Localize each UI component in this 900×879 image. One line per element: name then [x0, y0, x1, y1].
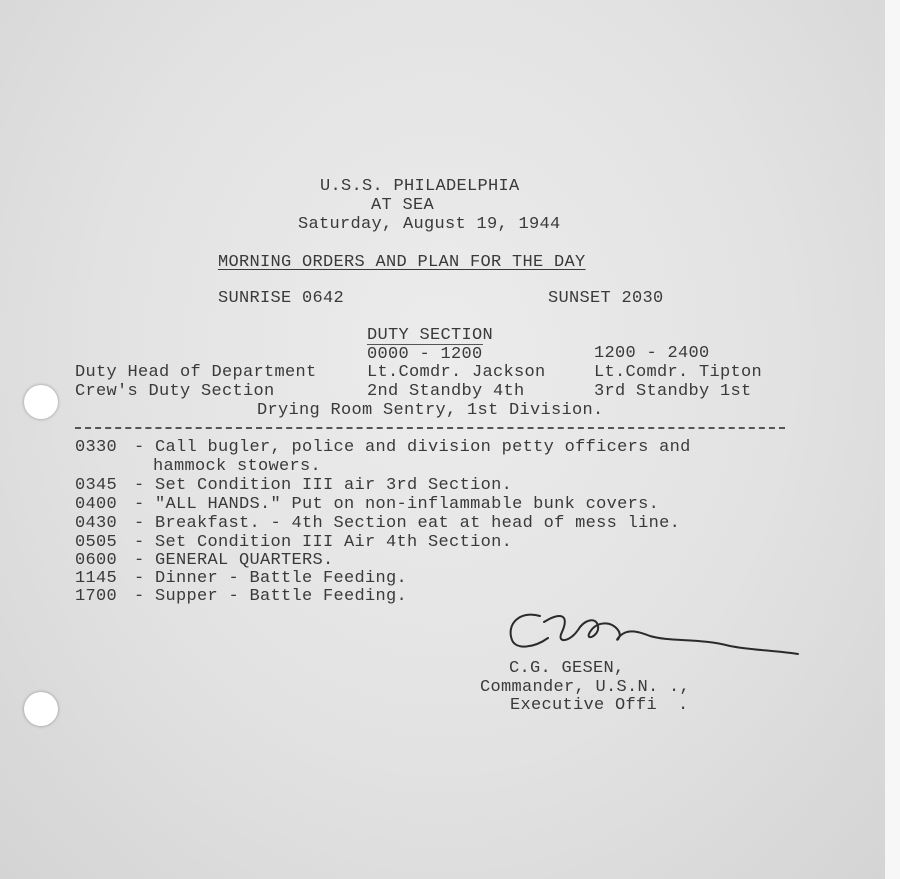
schedule-text: - Set Condition III air 3rd Section.: [134, 476, 513, 495]
sentry-line: Drying Room Sentry, 1st Division.: [257, 401, 604, 420]
schedule-time: 0330: [75, 438, 118, 457]
schedule-text: - GENERAL QUARTERS.: [134, 551, 334, 570]
schedule-time: 1700: [75, 587, 118, 606]
duty-row-col1: 2nd Standby 4th: [367, 382, 525, 401]
signer-name: C.G. GESEN,: [509, 659, 625, 678]
schedule-text-continued: hammock stowers.: [153, 457, 322, 476]
page-edge: [885, 0, 900, 879]
date: Saturday, August 19, 1944: [298, 215, 561, 234]
schedule-time: 0600: [75, 551, 118, 570]
signer-rank: Commander, U.S.N. .,: [480, 678, 691, 697]
duty-row-label: Crew's Duty Section: [75, 382, 275, 401]
signer-title: Executive Offi .: [510, 696, 689, 715]
schedule-text: - Set Condition III Air 4th Section.: [134, 533, 513, 552]
schedule-time: 0505: [75, 533, 118, 552]
schedule-time: 0345: [75, 476, 118, 495]
duty-row-col2: Lt.Comdr. Tipton: [594, 363, 763, 382]
schedule-time: 0400: [75, 495, 118, 514]
handwritten-signature: [500, 602, 800, 662]
schedule-time: 0430: [75, 514, 118, 533]
duty-col2-heading: 1200 - 2400: [594, 344, 710, 363]
schedule-text: - Breakfast. - 4th Section eat at head of mess line.: [134, 514, 681, 533]
duty-section-heading: DUTY SECTION: [367, 326, 494, 345]
schedule-time: 1145: [75, 569, 118, 588]
schedule-text: - Call bugler, police and division petty officers and: [134, 438, 691, 457]
punch-hole-bottom: [24, 692, 58, 726]
schedule-text: - "ALL HANDS." Put on non-inflammable bunk covers.: [134, 495, 660, 514]
sunset: SUNSET 2030: [548, 289, 664, 308]
document-title: MORNING ORDERS AND PLAN FOR THE DAY: [218, 253, 586, 272]
schedule-text: - Supper - Battle Feeding.: [134, 587, 408, 606]
punch-hole-top: [24, 385, 58, 419]
schedule-text: - Dinner - Battle Feeding.: [134, 569, 408, 588]
ship-name: U.S.S. PHILADELPHIA: [320, 177, 520, 196]
duty-row-label: Duty Head of Department: [75, 363, 317, 382]
sunrise: SUNRISE 0642: [218, 289, 345, 308]
duty-row-col1: Lt.Comdr. Jackson: [367, 363, 546, 382]
duty-col1-heading: 0000 - 1200: [367, 345, 483, 364]
duty-row-col2: 3rd Standby 1st: [594, 382, 752, 401]
location: AT SEA: [371, 196, 435, 215]
dashed-divider: [75, 427, 785, 429]
